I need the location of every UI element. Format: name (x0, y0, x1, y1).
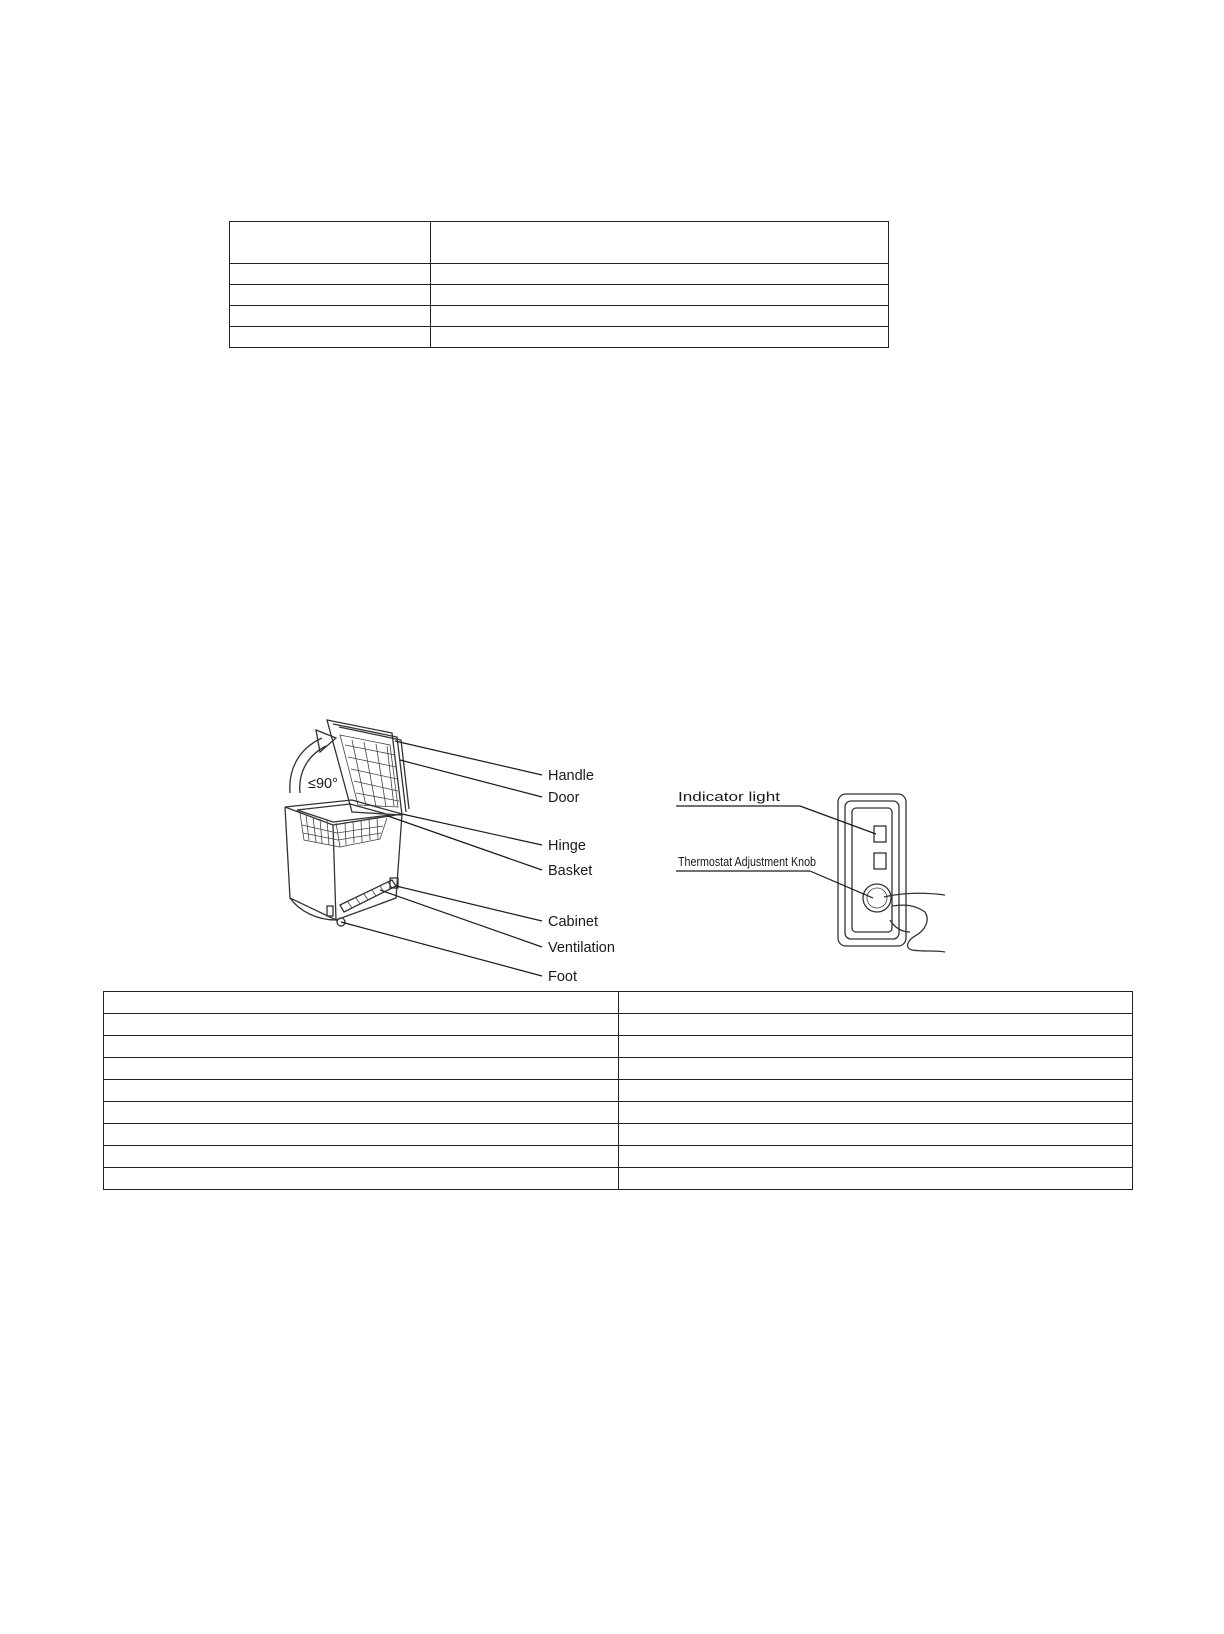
table-cell (104, 1080, 619, 1102)
table-cell (104, 992, 619, 1014)
table-cell (619, 1080, 1133, 1102)
cabinet-body (285, 800, 402, 926)
table-cell (104, 1124, 619, 1146)
table-cell (104, 1036, 619, 1058)
label-thermostat-knob: Thermostat Adjustment Knob (678, 854, 816, 869)
table-cell (619, 1014, 1133, 1036)
table-cell (104, 1014, 619, 1036)
table-cell (104, 1102, 619, 1124)
table-cell (619, 1102, 1133, 1124)
table-row (104, 992, 1133, 1014)
chest-freezer-drawing (285, 720, 615, 985)
table-row (104, 1080, 1133, 1102)
table-row (104, 1036, 1133, 1058)
table-cell (104, 1168, 619, 1190)
label-hinge: Hinge (548, 838, 586, 854)
label-indicator-light: Indicator light (678, 789, 781, 804)
table-row (104, 1014, 1133, 1036)
table-cell (619, 1124, 1133, 1146)
label-basket: Basket (548, 863, 593, 879)
table-row (104, 1102, 1133, 1124)
parts-table (103, 991, 1133, 1190)
table-row (104, 1168, 1133, 1190)
table-cell (619, 1058, 1133, 1080)
table-row (104, 1146, 1133, 1168)
opening-angle-label: ≤90° (308, 776, 338, 792)
control-panel-drawing (676, 789, 945, 952)
table-cell (619, 1146, 1133, 1168)
table-row (104, 1124, 1133, 1146)
table-cell (104, 1146, 619, 1168)
table-cell (619, 1036, 1133, 1058)
table-cell (619, 992, 1133, 1014)
label-door: Door (548, 790, 580, 806)
table-cell (619, 1168, 1133, 1190)
label-handle: Handle (548, 768, 594, 784)
label-cabinet: Cabinet (548, 914, 598, 930)
table-row (104, 1058, 1133, 1080)
label-foot: Foot (548, 969, 578, 985)
table-cell (104, 1058, 619, 1080)
leader-lines (341, 741, 542, 976)
label-ventilation: Ventilation (548, 940, 615, 956)
hand-icon (884, 893, 945, 952)
